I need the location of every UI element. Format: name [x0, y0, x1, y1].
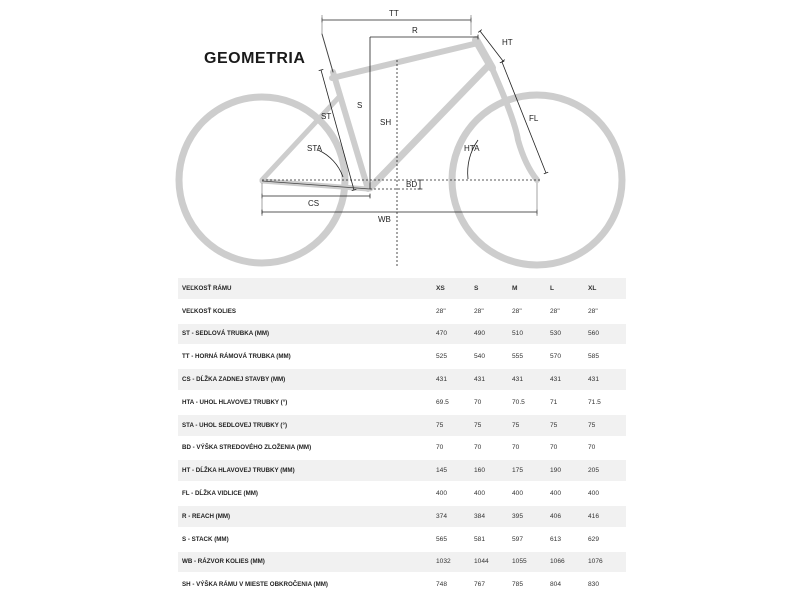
row-label: TT - HORNÁ RÁMOVÁ TRUBKA (MM)	[178, 346, 436, 367]
row-value: 205	[588, 460, 626, 481]
row-value: 70	[474, 438, 512, 459]
size-xl: XL	[588, 278, 626, 299]
row-value: 374	[436, 506, 474, 527]
row-value: 70.5	[512, 392, 550, 413]
table-row	[178, 574, 626, 595]
row-value: 400	[588, 483, 626, 504]
row-value: 28"	[474, 301, 512, 322]
row-value: 75	[474, 415, 512, 436]
table-row	[178, 438, 626, 459]
row-value: 160	[474, 460, 512, 481]
row-value: 490	[474, 324, 512, 345]
table-row	[178, 552, 626, 573]
row-value: 28"	[588, 301, 626, 322]
row-value: 540	[474, 346, 512, 367]
row-value: 75	[550, 415, 588, 436]
label-tt: TT	[389, 9, 399, 18]
row-value: 1055	[512, 552, 550, 573]
label-st: ST	[321, 112, 332, 121]
row-value: 69.5	[436, 392, 474, 413]
label-s: S	[357, 101, 363, 110]
table-row	[178, 415, 626, 436]
row-value: 384	[474, 506, 512, 527]
geometry-diagram	[0, 0, 800, 272]
seatpost	[322, 34, 333, 72]
label-ht: HT	[502, 38, 513, 47]
row-value: 431	[474, 369, 512, 390]
row-value: 748	[436, 574, 474, 595]
label-r: R	[412, 26, 418, 35]
row-value: 400	[512, 483, 550, 504]
row-value: 629	[588, 529, 626, 550]
row-value: 145	[436, 460, 474, 481]
row-value: 28"	[550, 301, 588, 322]
row-value: 585	[588, 346, 626, 367]
row-value: 28"	[436, 301, 474, 322]
row-value: 1066	[550, 552, 588, 573]
table-row	[178, 392, 626, 413]
row-value: 470	[436, 324, 474, 345]
row-value: 70	[474, 392, 512, 413]
row-label: WB - RÁZVOR KOLIES (MM)	[178, 552, 436, 573]
row-value: 767	[474, 574, 512, 595]
row-value: 75	[588, 415, 626, 436]
row-value: 830	[588, 574, 626, 595]
dimension-lines	[262, 15, 546, 268]
page-title: GEOMETRIA	[204, 50, 306, 67]
table-row	[178, 301, 626, 322]
table-row	[178, 506, 626, 527]
row-label: HTA - UHOL HLAVOVEJ TRUBKY (°)	[178, 392, 436, 413]
row-label: VEĽKOSŤ KOLIES	[178, 301, 436, 322]
label-hta: HTA	[464, 144, 480, 153]
row-label: R - REACH (MM)	[178, 506, 436, 527]
row-label: SH - VÝŠKA RÁMU V MIESTE OBKROČENIA (MM)	[178, 574, 436, 595]
table-row	[178, 529, 626, 550]
label-wb: WB	[378, 215, 391, 224]
row-value: 804	[550, 574, 588, 595]
table-row	[178, 460, 626, 481]
row-value: 400	[436, 483, 474, 504]
label-bd: BD	[406, 180, 418, 189]
row-value: 400	[550, 483, 588, 504]
row-value: 431	[436, 369, 474, 390]
row-value: 525	[436, 346, 474, 367]
row-value: 70	[588, 438, 626, 459]
row-value: 510	[512, 324, 550, 345]
row-value: 530	[550, 324, 588, 345]
row-label: S - STACK (MM)	[178, 529, 436, 550]
row-value: 75	[436, 415, 474, 436]
row-value: 400	[474, 483, 512, 504]
row-value: 1044	[474, 552, 512, 573]
row-value: 75	[512, 415, 550, 436]
row-label: ST - SEDLOVÁ TRUBKA (MM)	[178, 324, 436, 345]
row-value: 613	[550, 529, 588, 550]
row-value: 555	[512, 346, 550, 367]
fork	[491, 66, 537, 180]
row-value: 1076	[588, 552, 626, 573]
top-tube	[332, 43, 478, 78]
row-value: 28"	[512, 301, 550, 322]
label-cs: CS	[308, 199, 320, 208]
row-value: 70	[512, 438, 550, 459]
table-row	[178, 369, 626, 390]
label-sh: SH	[380, 118, 392, 127]
row-value: 395	[512, 506, 550, 527]
row-value: 71.5	[588, 392, 626, 413]
table-header-row	[178, 278, 626, 299]
size-xs: XS	[436, 278, 474, 299]
row-label: BD - VÝŠKA STREDOVÉHO ZLOŽENIA (MM)	[178, 438, 436, 459]
size-m: M	[512, 278, 550, 299]
row-value: 416	[588, 506, 626, 527]
row-label: CS - DĹŽKA ZADNEJ STAVBY (MM)	[178, 369, 436, 390]
size-l: L	[550, 278, 588, 299]
row-value: 570	[550, 346, 588, 367]
label-fl: FL	[529, 114, 539, 123]
row-value: 431	[588, 369, 626, 390]
row-label: HT - DĹŽKA HLAVOVEJ TRUBKY (MM)	[178, 460, 436, 481]
table-row	[178, 346, 626, 367]
table-row	[178, 324, 626, 345]
row-label: VEĽKOSŤ RÁMU	[178, 278, 436, 299]
row-value: 565	[436, 529, 474, 550]
row-value: 597	[512, 529, 550, 550]
table-row	[178, 483, 626, 504]
row-value: 581	[474, 529, 512, 550]
seat-tube	[333, 72, 368, 189]
row-value: 70	[436, 438, 474, 459]
geometry-table	[178, 276, 626, 597]
row-value: 190	[550, 460, 588, 481]
row-value: 1032	[436, 552, 474, 573]
row-value: 431	[512, 369, 550, 390]
label-sta: STA	[307, 144, 322, 153]
row-value: 431	[550, 369, 588, 390]
row-value: 406	[550, 506, 588, 527]
row-value: 175	[512, 460, 550, 481]
row-value: 560	[588, 324, 626, 345]
row-value: 70	[550, 438, 588, 459]
row-label: FL - DĹŽKA VIDLICE (MM)	[178, 483, 436, 504]
size-s: S	[474, 278, 512, 299]
row-label: STA - UHOL SEDLOVEJ TRUBKY (°)	[178, 415, 436, 436]
row-value: 785	[512, 574, 550, 595]
row-value: 71	[550, 392, 588, 413]
